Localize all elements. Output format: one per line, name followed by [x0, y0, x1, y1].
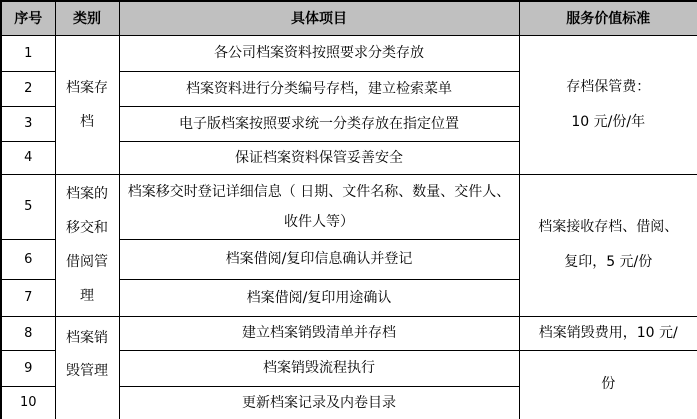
category-cell-transfer: 档案的移交和借阅管理 [55, 174, 119, 316]
standard-line: 档案接收存档、借阅、 [538, 219, 679, 235]
standard-line: 存档保管费： [566, 78, 651, 95]
item-cell: 档案借阅/复印信息确认并登记 [119, 239, 519, 279]
header-standard: 服务价值标准 [519, 1, 697, 35]
item-cell: 建立档案销毁清单并存档 [119, 316, 519, 350]
table-row [1, 35, 697, 71]
item-cell: 档案借阅/复印用途确认 [119, 279, 519, 316]
item-cell: 各公司档案资料按照要求分类存放 [119, 35, 519, 71]
header-item: 具体项目 [119, 1, 519, 35]
row-number: 9 [1, 350, 55, 386]
row-number: 8 [1, 316, 55, 350]
row-number: 4 [1, 141, 55, 174]
header-no: 序号 [1, 1, 55, 35]
category-cell-destruction: 档案销毁管理 [55, 316, 119, 419]
row-number: 5 [1, 174, 55, 239]
standard-cell-destruction-unit: 份 [519, 350, 697, 419]
header-category: 类别 [55, 1, 119, 35]
item-cell: 档案移交时登记详细信息（ 日期、文件名称、数量、交件人、收件人等） [119, 174, 519, 239]
standard-line: 10 元/份/年 [571, 113, 646, 130]
standard-line: 复印，5 元/份 [564, 254, 653, 270]
item-cell: 保证档案资料保管妥善安全 [119, 141, 519, 174]
standard-cell-transfer [519, 174, 697, 316]
table-row [1, 316, 697, 350]
category-cell-storage: 档案存档 [55, 35, 119, 174]
item-cell: 电子版档案按照要求统一分类存放在指定位置 [119, 106, 519, 141]
row-number: 7 [1, 279, 55, 316]
table-row [1, 174, 697, 239]
standard-cell-storage [519, 35, 697, 174]
row-number: 6 [1, 239, 55, 279]
row-number: 1 [1, 35, 55, 71]
item-cell: 档案资料进行分类编号存档，建立检索菜单 [119, 71, 519, 106]
header-row [1, 1, 697, 35]
row-number: 10 [1, 386, 55, 419]
standard-cell-destruction-fee: 档案销毁费用，10 元/ [519, 316, 697, 350]
item-cell: 更新档案记录及内卷目录 [119, 386, 519, 419]
row-number: 3 [1, 106, 55, 141]
row-number: 2 [1, 71, 55, 106]
item-cell: 档案销毁流程执行 [119, 350, 519, 386]
